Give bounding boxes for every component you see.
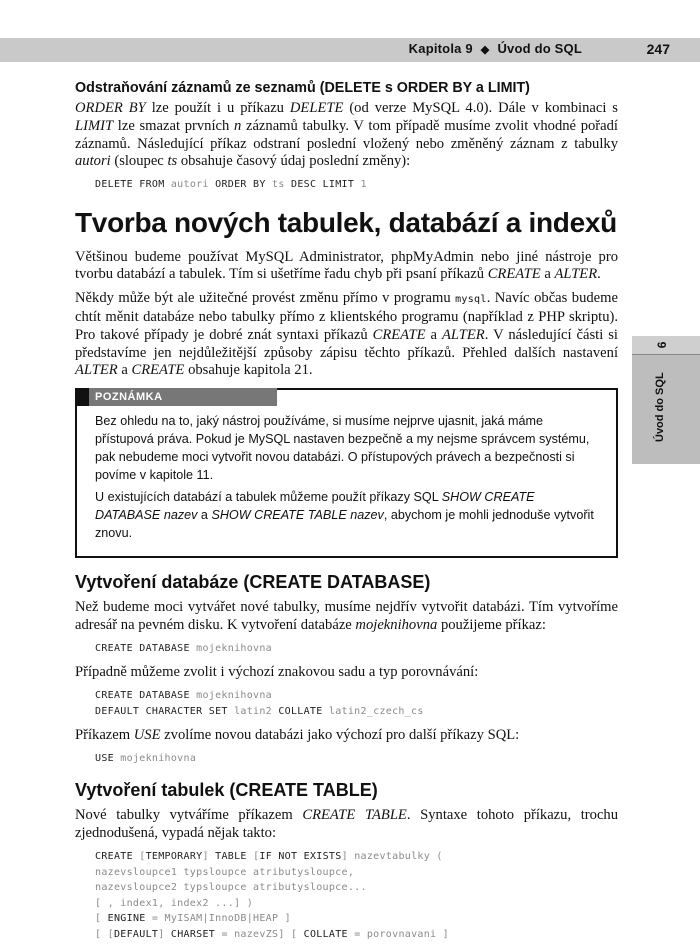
note-box	[75, 388, 618, 558]
page-number: 247	[646, 41, 670, 57]
code-block: DELETE FROM autori ORDER BY ts DESC LIMIT 1	[95, 179, 367, 191]
code-block: USE mojeknihovna	[95, 752, 197, 764]
paragraph: ORDER BY lze použít i u příkazu DELETE (od verze MySQL 4.0). Dále v kombinaci s LIMIT lze smazat prvních n záznamů tabulky. V tom případě musíme zvolit vhodné pořadí záznamů. Následující příkaz odstraní poslední vložený nebo změněný záznam z tabulky autori (sloupec ts obsahuje časový údaj poslední změny):	[75, 100, 618, 170]
side-tab-label: Úvod do SQL	[654, 372, 666, 442]
code-block: CREATE [TEMPORARY] TABLE [IF NOT EXISTS] nazevtabulky ( nazevsloupce1 typsloupce atributysloupce, nazevsloupce2 typsloupce atributysloupce... [ , index1, index2 ...] ) [ ENGINE = MyISAM|InnoDB|HEAP ] [ [DEFAULT] CHARSET = nazevZS] [ COLLATE = porovnavani ]	[95, 851, 450, 940]
page-content	[75, 80, 618, 950]
chapter-label: Kapitola 9	[408, 41, 473, 56]
paragraph: Než budeme moci vytvářet nové tabulky, musíme nejdřív vytvořit databázi. Tím vytvoříme adresář na pevném disku. K vytvoření databáze mojeknihovna použijeme příkaz:	[75, 599, 618, 634]
section-heading-create-table: Vytvoření tabulek (CREATE TABLE)	[75, 780, 378, 801]
chapter-heading: Tvorba nových tabulek, databází a indexů	[75, 206, 617, 238]
paragraph: Někdy může být ale užitečné provést změnu přímo v programu mysql. Navíc občas budeme chtít měnit databáze nebo tabulky přímo z klientského programu (například z PHP skriptu). Pro takové případy je dobré znát syntaxi příkazů CREATE a ALTER. V následující části si představíme jen nejdůležitější způsoby zápisu těchto příkazů. Přehled dalších nastavení ALTER a CREATE obsahuje kapitola 21.	[75, 290, 618, 379]
paragraph: Příkazem USE zvolíme novou databázi jako výchozí pro další příkazy SQL:	[75, 727, 520, 744]
section-heading-create-database: Vytvoření databáze (CREATE DATABASE)	[75, 572, 431, 593]
page-header	[0, 38, 700, 62]
section-label: Úvod do SQL	[497, 41, 582, 56]
note-paragraph: Bez ohledu na to, jaký nástroj používáme, si musíme nejprve ujasnit, jaká máme přístupová práva. Pokud je MySQL nastaven bezpečně a my nejsme správcem systému, pak nebudeme moci vytvořit novou databázi. O přístupových právech a bezpečnosti si povíme v kapitole 11.	[95, 414, 590, 483]
section-heading-delete: Odstraňování záznamů ze seznamů (DELETE s ORDER BY a LIMIT)	[75, 80, 530, 96]
code-block: CREATE DATABASE mojeknihovna	[95, 642, 272, 654]
side-tab	[632, 336, 700, 464]
code-block: CREATE DATABASE mojeknihovna DEFAULT CHARACTER SET latin2 COLLATE latin2_czech_cs	[95, 690, 424, 717]
paragraph: Případně můžeme zvolit i výchozí znakovou sadu a typ porovnávání:	[75, 664, 479, 681]
diamond-icon: ◆	[480, 44, 490, 56]
paragraph: Většinou budeme používat MySQL Administrator, phpMyAdmin nebo jiné nástroje pro tvorbu databází a tabulek. Tím si ušetříme řadu chyb při psaní příkazů CREATE a ALTER.	[75, 248, 618, 283]
note-tag: POZNÁMKA	[75, 388, 277, 406]
note-paragraph: U existujících databází a tabulek můžeme použít příkazy SQL SHOW CREATE DATABASE nazev a SHOW CREATE TABLE nazev, abychom je mohli jednoduše vytvořit znovu.	[95, 490, 594, 541]
running-head	[409, 41, 582, 56]
side-tab-number: 9	[632, 336, 700, 355]
paragraph: Nové tabulky vytváříme příkazem CREATE TABLE. Syntaxe tohoto příkazu, trochu zjednodušená, vypadá nějak takto:	[75, 807, 619, 842]
